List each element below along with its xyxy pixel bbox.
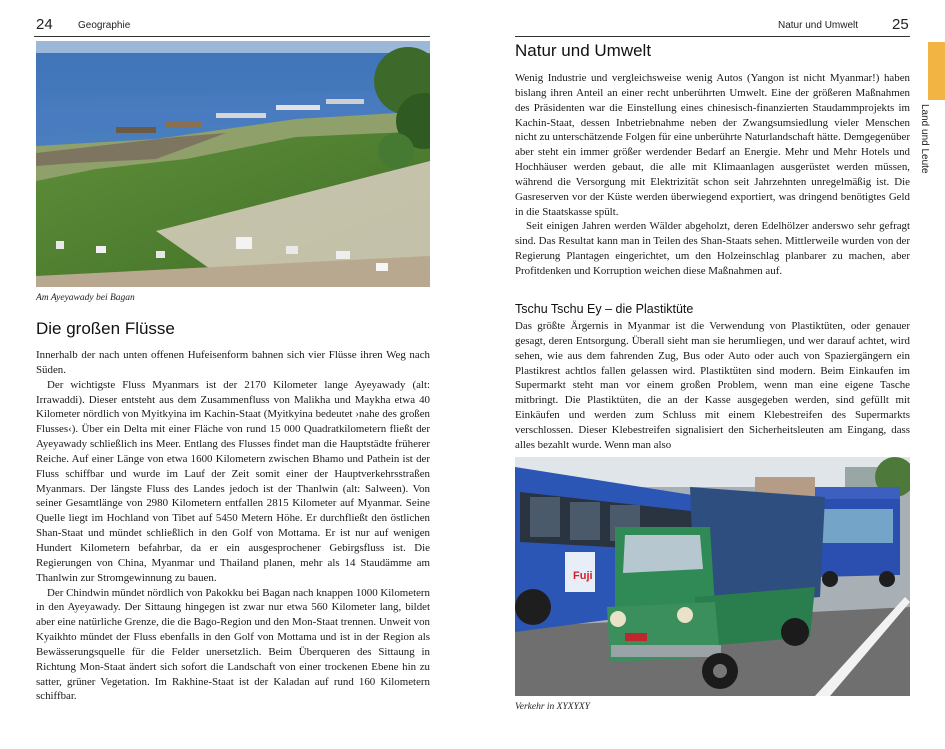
plastic-bag-paragraph-1: Das größte Ärgernis in Myanmar ist die Verwendung von Plastiktüten, oder genauer gesagt, deren Entsorgung. Überall sieht man sie herumliegen, und wer darauf achtet, wird sehen, wie aus dem fahrenden Zug, Bus oder Auto oder auch von Spaziergängern ein Plastikrest achtlos fallen gelassen wird. Plastiktüten sind modern. Beim Einkaufen im Supermarkt steht man vor einem großen Problem, wenn man eine eigene Tasche mitbringt. Die Plastiktüten, die an der Kasse ausgegeben werden, sind gefüllt mit Einkäufen und werden zum Schluss mit einem Klebestreifen des Supermarkts verschlossen. Dieser Klebestreifen signalisiert den Sicherheitsleuten am Eingang, dass alles bezahlt wurde. Wenn man also bbox=[515, 320, 910, 451]
environment-body bbox=[515, 71, 910, 279]
chapter-side-label-text: Land und Leute bbox=[919, 104, 930, 174]
traffic-photo-caption: Verkehr in XYXYXY bbox=[515, 702, 590, 712]
right-header-rule bbox=[515, 36, 910, 37]
environment-paragraph-2: Seit einigen Jahren werden Wälder abgeholzt, deren Edelhölzer anderswo sehr gefragt sind. Das Resultat kann man in Teilen des Shan-Staats sehen. Mittlerweile wurden von der Regierung Plantagen eingerichtet, um den Holzeinschlag planbarer zu machen, aber Profitdenken und Korruption weichen diese Maßnahmen auf. bbox=[515, 220, 910, 277]
traffic-photo bbox=[515, 457, 910, 696]
traffic-photo-illustration bbox=[515, 457, 910, 696]
river-photo-illustration bbox=[36, 41, 430, 287]
river-photo bbox=[36, 41, 430, 287]
rivers-paragraph-2: Der wichtigste Fluss Myanmars ist der 2170 Kilometer lange Ayeyawady (alt: Irrawaddi). Dieser entsteht aus dem Zusammenfluss von Malikha und Maykha etwa 40 Kilometer nördlich von Myitkyina im Kachin-Staat (Myitkyina bedeutet ›nahe des großen Flusses‹). Über ein Delta mit einer Fläche von rund 15 000 Quadratkilometern fließt der Ayeyawady schließlich ins Meer. Entlang des Flusses findet man die Hauptstädte früherer Reiche. Auf einer Länge von etwa 1600 Kilometern zwischen Bhamo und Pathein ist der Fluss schiffbar und wurde im Lauf der Zeit somit einer der Hauptverkehrsstraßen Myanmars. Der längste Fluss des Landes jedoch ist der Thanlwin (alt: Salween). Von seiner Gesamtlänge von 2980 Kilometern entfallen 2815 Kilometer auf Myanmar. Seine Quelle liegt im Hochland von Tibet auf 5450 Metern Höhe. Er durchfließt den östlichen Shan-Staat und mündet schließlich in den Golf von Mottama. Er ist nur auf wenigen Hundert Kilometern befahrbar, da er ein ausgesprochener Gebirgsfluss ist. Die Regierungen von China, Myanmar und Thailand planen, mehr als 14 Staudämme am Thanlwin zur Stromgewinnung zu bauen. bbox=[36, 378, 430, 584]
environment-heading: Natur und Umwelt bbox=[515, 41, 652, 60]
plastic-bag-body bbox=[515, 319, 910, 453]
chapter-tab-marker bbox=[928, 42, 945, 100]
bus-ad-text: Fuji bbox=[573, 570, 593, 582]
left-page-number: 24 bbox=[36, 16, 53, 33]
environment-paragraph-1: Wenig Industrie und vergleichsweise wenig Autos (Yangon ist nicht Myanmar!) haben bislang ihren Anteil an einer recht unberührten Umwelt. Eine der größeren Maßnahmen des Präsidenten war die Einstellung eines chinesisch-finanzierten Staudammprojekts im Kachin-Staat, dessen Inbetriebnahme neben der Zwangsumsiedlung vieler Menschen nicht zu unterschätzende Folgen für eine unberührte Naturlandschaft hätte. Demgegenüber aber steht ein immer größer werdender Bedarf an Energie. Mehr und Mehr Hotels und Hochhäuser werden gebaut, die alle mit Klimaanlagen ausgerüstet werden müssen, während die Versorgung mit Elektrizität schon seit Jahrzehnten unregelmäßig ist. Die Gasreserven vor der Küste werden überwiegend exportiert, was dringend benötigtes Geld in die Staatskasse spült. bbox=[515, 72, 910, 218]
left-running-header: Geographie bbox=[78, 20, 131, 31]
rivers-body bbox=[36, 348, 430, 704]
chapter-side-label bbox=[919, 104, 939, 184]
right-running-header: Natur und Umwelt bbox=[778, 20, 859, 31]
left-header-rule bbox=[34, 36, 430, 37]
left-page bbox=[0, 0, 472, 749]
rivers-heading: Die großen Flüsse bbox=[36, 319, 175, 338]
right-page-number: 25 bbox=[892, 16, 909, 33]
right-page bbox=[472, 0, 945, 749]
river-photo-caption: Am Ayeyawady bei Bagan bbox=[36, 293, 135, 303]
rivers-paragraph-1: Innerhalb der nach unten offenen Hufeisenform bahnen sich vier Flüsse ihren Weg nach Süden. bbox=[36, 349, 430, 376]
plastic-bag-subheading: Tschu Tschu Ey – die Plastiktüte bbox=[515, 302, 694, 316]
rivers-paragraph-3: Der Chindwin mündet nördlich von Pakokku bei Bagan nach knappen 1000 Kilometern in den Ayeyawady. Der Sittaung hingegen ist zwar nur etwa 560 Kilometer lang, bildet aber eine natürliche Grenze, die die Bago-Region und den Mon-Staat trennen. Unweit von Kyaikhto mündet der Fluss ebenfalls in den Golf von Mottama und ist in der Region als Bewässerungsquelle für die Felder unersetzlich. Beim Überqueren des Sittaung in Richtung Mon-Staat ändert sich sofort die Landschaft von einer trockenen Ebene hin zu satter, grüner Vegetation. Im Rakhine-Staat ist der Kaladan auf rund 160 Kilometern schiffbar. bbox=[36, 586, 430, 703]
